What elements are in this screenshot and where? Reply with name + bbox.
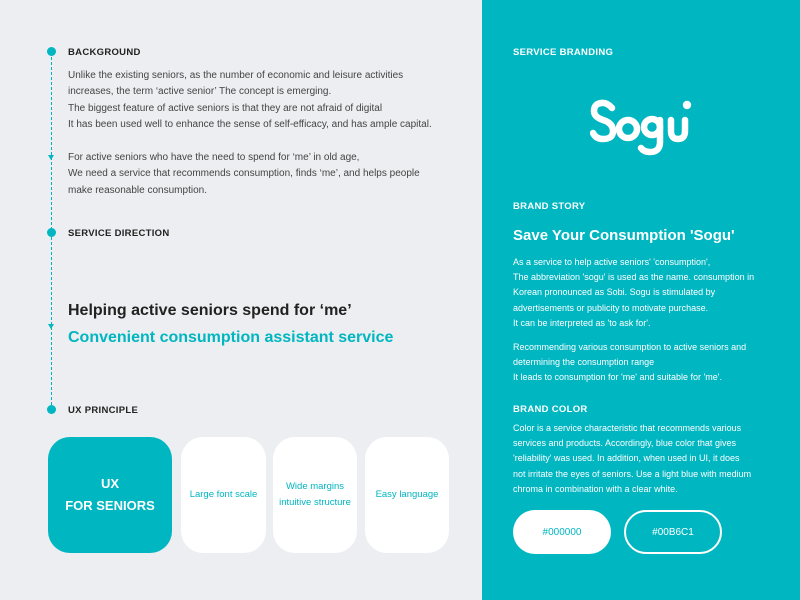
ux-card-label: Large font scale xyxy=(189,489,258,500)
direction-subtitle: Convenient consumption assistant service xyxy=(68,329,394,346)
background-paragraph-2 xyxy=(68,150,448,199)
timeline-dot-background xyxy=(47,47,56,56)
background-paragraph xyxy=(68,68,448,134)
text-line: chroma in combination with a clear white. xyxy=(513,483,678,494)
timeline-dot-direction xyxy=(47,228,56,237)
story-paragraph xyxy=(513,255,783,331)
text-line: The biggest feature of active seniors is that they are not afraid of digital xyxy=(68,102,383,114)
text-line: Color is a service characteristic that recommends various xyxy=(513,423,742,433)
timeline-arrow-icon xyxy=(48,324,54,329)
timeline-dot-ux xyxy=(47,405,56,414)
ux-card-main-line: UX xyxy=(100,476,120,491)
ux-card-font-scale xyxy=(181,437,266,553)
section-label-color: BRAND COLOR xyxy=(513,404,588,415)
text-line: services and products. Accordingly, blue color that gives xyxy=(513,438,736,449)
color-swatch-teal: #00B6C1 xyxy=(624,510,722,554)
text-line: For active seniors who have the need to spend for ‘me’ in old age, xyxy=(68,152,360,163)
text-line: We need a service that recommends consumption, finds ‘me’, and helps people xyxy=(68,168,420,180)
color-swatch-black: #000000 xyxy=(513,510,611,554)
ux-card-label: Wide margins xyxy=(285,481,345,492)
sogu-logo xyxy=(590,94,696,160)
color-paragraph xyxy=(513,421,783,497)
ux-card-margins xyxy=(273,437,357,553)
text-line: It leads to consumption for 'me' and suitable for 'me'. xyxy=(513,372,722,383)
timeline-arrow-icon xyxy=(48,155,54,160)
ux-card-main xyxy=(48,437,172,553)
text-line: advertisements or publicity to motivate purchase. xyxy=(513,302,709,313)
ux-card-label: Easy language xyxy=(375,489,439,500)
direction-title: Helping active seniors spend for ‘me’ xyxy=(68,302,352,319)
section-label-direction: SERVICE DIRECTION xyxy=(68,228,170,239)
section-label-background: BACKGROUND xyxy=(68,47,141,58)
ux-card-language xyxy=(365,437,449,553)
section-label-branding: SERVICE BRANDING xyxy=(513,47,614,58)
text-line: It can be interpreted as 'to ask for'. xyxy=(513,317,651,328)
text-line: Recommending various consumption to active seniors and xyxy=(513,342,747,352)
text-line: It has been used well to enhance the sense of self-efficacy, and has ample capital. xyxy=(68,119,432,131)
section-label-ux: UX PRINCIPLE xyxy=(68,405,139,416)
text-line: determining the consumption range xyxy=(513,357,655,368)
text-line: Unlike the existing seniors, as the number of economic and leisure activities xyxy=(68,70,404,81)
section-label-story: BRAND STORY xyxy=(513,201,586,212)
story-paragraph-2 xyxy=(513,340,783,386)
text-line: 'reliability' was used. In addition, when used in UI, it does xyxy=(513,453,740,464)
ux-card-label: intuitive structure xyxy=(279,497,351,508)
story-title: Save Your Consumption 'Sogu' xyxy=(513,227,735,244)
text-line: not irritate the eyes of seniors. Use a light blue with medium xyxy=(513,468,752,479)
text-line: The abbreviation 'sogu' is used as the name. consumption in xyxy=(513,272,755,283)
ux-card-main-line: FOR SENIORS xyxy=(65,498,155,513)
text-line: Korean pronounced as Sobi. Sogu is stimulated by xyxy=(513,287,716,298)
text-line: As a service to help active seniors' 'consumption', xyxy=(513,257,711,267)
text-line: increases, the term ‘active senior’ The concept is emerging. xyxy=(68,86,332,98)
text-line: make reasonable consumption. xyxy=(68,184,207,196)
